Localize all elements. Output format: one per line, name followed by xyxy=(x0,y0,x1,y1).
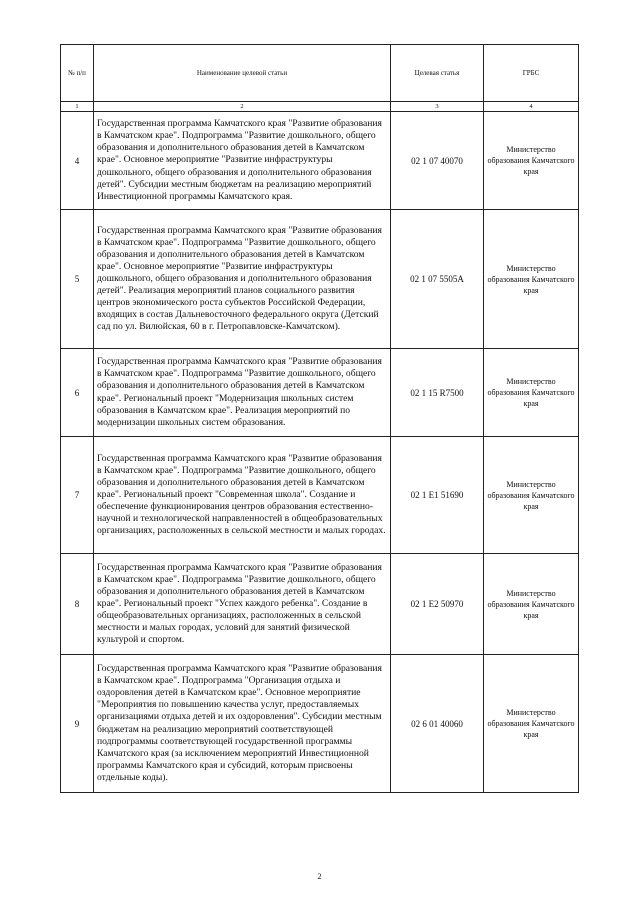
header-num: № п/п xyxy=(61,45,94,102)
grbs-name: Министерство образования Камчатского края xyxy=(484,554,579,655)
column-index: 1 xyxy=(61,102,94,112)
target-item-name: Государственная программа Камчатского края "Развитие образования в Камчатском крае". Подпрограмма "Развитие дошкольного, общего образования и дополнительного образования детей в Камчатском крае". Региональный проект "Успех каждого ребенка". Создание в общеобразовательных организациях, расположенных в сельской местности и малых городах, условий для занятий физической культурой и спортом. xyxy=(94,554,391,655)
row-number: 9 xyxy=(61,655,94,793)
table-row xyxy=(61,349,579,437)
target-item-name: Государственная программа Камчатского края "Развитие образования в Камчатском крае". Подпрограмма "Организация отдыха и оздоровления детей в Камчатском крае". Основное мероприятие "Мероприятия по повышению качества услуг, предоставляемых организациями отдыха детей и их оздоровления". Субсидии местным бюджетам на реализацию мероприятий соответствующей подпрограммы соответствующей государственной программы Камчатского края (за исключением мероприятий Инвестиционной программы Камчатского края и субсидий, которым присвоены отдельные коды). xyxy=(94,655,391,793)
target-item-name: Государственная программа Камчатского края "Развитие образования в Камчатском крае". Подпрограмма "Развитие дошкольного, общего образования и дополнительного образования детей в Камчатском крае". Региональный проект "Модернизация школьных систем образования в Камчатском крае". Реализация мероприятий по модернизации школьных систем образования. xyxy=(94,349,391,437)
target-item-code: 02 1 E2 50970 xyxy=(391,554,484,655)
target-item-name: Государственная программа Камчатского края "Развитие образования в Камчатском крае". Подпрограмма "Развитие дошкольного, общего образования и дополнительного образования детей в Камчатском крае". Региональный проект "Современная школа". Создание и обеспечение функционирования центров образования естественно-научной и технологической направленностей в общеобразовательных организациях, расположенных в сельской местности и малых городах. xyxy=(94,437,391,554)
column-index: 2 xyxy=(94,102,391,112)
column-index: 4 xyxy=(484,102,579,112)
table-header-row xyxy=(61,45,579,102)
target-item-name: Государственная программа Камчатского края "Развитие образования в Камчатском крае". Подпрограмма "Развитие дошкольного, общего образования и дополнительного образования детей в Камчатском крае". Основное мероприятие "Развитие инфраструктуры дошкольного, общего образования и дополнительного образования детей". Реализация мероприятий планов социального развития центров экономического роста субъектов Российской Федерации, входящих в состав Дальневосточного федерального округа (Детский сад по ул. Вилюйская, 60 в г. Петропавловске-Камчатском). xyxy=(94,210,391,349)
target-item-code: 02 6 01 40060 xyxy=(391,655,484,793)
grbs-name: Министерство образования Камчатского края xyxy=(484,655,579,793)
target-item-name: Государственная программа Камчатского края "Развитие образования в Камчатском крае". Подпрограмма "Развитие дошкольного, общего образования и дополнительного образования детей в Камчатском крае". Основное мероприятие "Развитие инфраструктуры дошкольного, общего образования и дополнительного образования детей". Субсидии местным бюджетам на реализацию мероприятий Инвестиционной программы Камчатского края. xyxy=(94,112,391,210)
row-number: 4 xyxy=(61,112,94,210)
row-number: 5 xyxy=(61,210,94,349)
target-item-code: 02 1 15 R7500 xyxy=(391,349,484,437)
target-items-table xyxy=(60,44,579,793)
table-row xyxy=(61,437,579,554)
row-number: 7 xyxy=(61,437,94,554)
grbs-name: Министерство образования Камчатского края xyxy=(484,112,579,210)
header-code: Целевая статья xyxy=(391,45,484,102)
column-index-row xyxy=(61,102,579,112)
row-number: 8 xyxy=(61,554,94,655)
target-item-code: 02 1 07 5505А xyxy=(391,210,484,349)
table-row xyxy=(61,210,579,349)
column-index: 3 xyxy=(391,102,484,112)
table-row xyxy=(61,554,579,655)
grbs-name: Министерство образования Камчатского края xyxy=(484,437,579,554)
grbs-name: Министерство образования Камчатского края xyxy=(484,349,579,437)
header-grbs: ГРБС xyxy=(484,45,579,102)
table-row xyxy=(61,655,579,793)
row-number: 6 xyxy=(61,349,94,437)
header-name: Наименование целевой статьи xyxy=(94,45,391,102)
target-item-code: 02 1 07 40070 xyxy=(391,112,484,210)
target-item-code: 02 1 E1 51690 xyxy=(391,437,484,554)
page-number: 2 xyxy=(317,872,322,881)
grbs-name: Министерство образования Камчатского края xyxy=(484,210,579,349)
table-row xyxy=(61,112,579,210)
